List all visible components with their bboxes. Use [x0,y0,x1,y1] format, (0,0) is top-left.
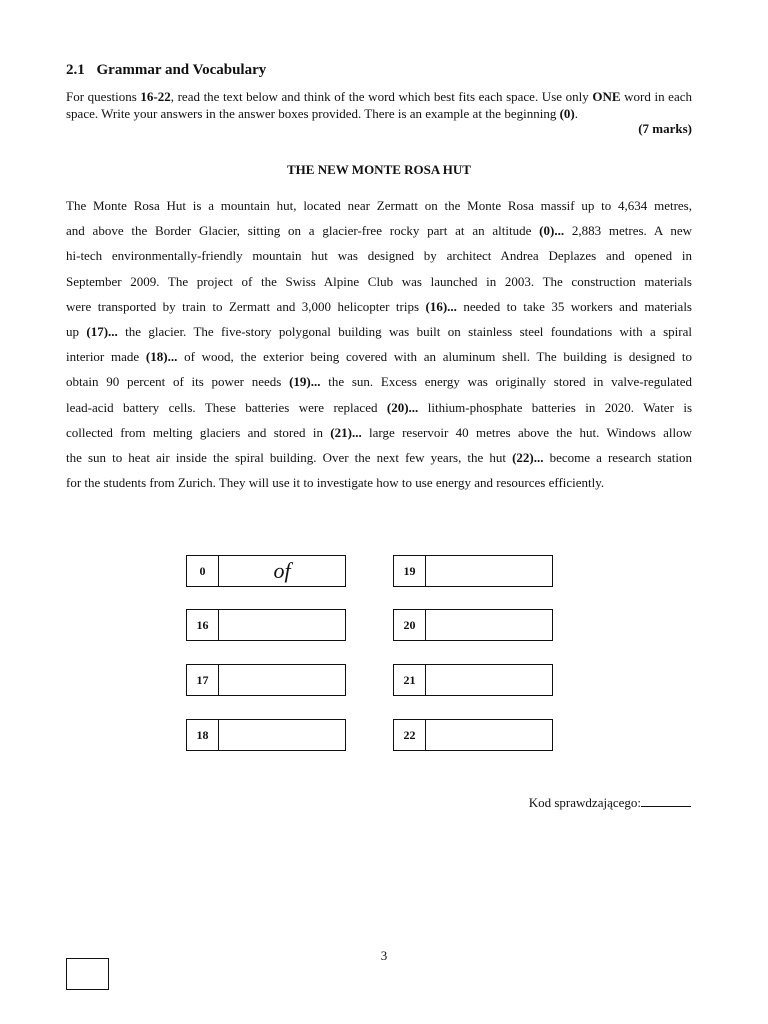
passage-line [66,196,692,221]
page-number: 3 [380,948,388,963]
passage-text: 2,883 metres. A new [564,223,692,239]
passage-line [66,473,692,498]
passage-text: collected from melting glaciers and stored in [66,424,331,440]
marks-label: (7 marks) [638,121,692,136]
passage-text: were transported by train to Zermatt and 3,000 helicopter trips [66,298,426,314]
score-box[interactable] [66,958,109,990]
passage-line [66,347,692,372]
example-reference: (0) [559,106,575,121]
passage-text: the sun to heat air inside the spiral building. Over the next few years, the hut [66,449,513,465]
passage-text: lithium-phosphate batteries in 2020. Water is [418,399,692,415]
question-number: 19 [394,556,426,586]
passage-text: and above the Border Glacier, sitting on a glacier-free rocky part at an altitude [66,223,540,239]
answer-box-18[interactable] [186,719,346,751]
answer-box-16[interactable] [186,609,346,641]
question-number: 18 [187,720,219,750]
instructions-emphasis: ONE [592,89,621,104]
passage-text: interior made [66,349,146,365]
answer-field[interactable] [426,556,552,586]
instructions-text: , read the text below and think of the word which best fits each space. Use only [170,89,593,104]
gap-21: (21)... [330,424,362,440]
passage-line [66,423,692,448]
answer-box-20[interactable] [393,609,553,641]
checker-code-blank[interactable] [641,794,691,807]
answer-box-19[interactable] [393,555,553,587]
answer-box-0 [186,555,346,587]
instructions-text: word in each space. Write your answers in the answer boxes provided. There is an example at the beginning [66,89,692,121]
gap-18: (18)... [145,349,178,365]
gap-19: (19)... [289,374,321,390]
passage-text: The Monte Rosa Hut is a mountain hut, located near Zermatt on the Monte Rosa massif up to 4,634 metres, [66,198,692,213]
gap-16: (16)... [425,298,457,314]
section-title: Grammar and Vocabulary [96,62,267,78]
checker-code-label: Kod sprawdzającego: [528,795,641,810]
passage-text: large reservoir 40 metres above the hut. Windows allow [361,424,692,440]
answer-field[interactable] [426,720,552,750]
question-number: 0 [187,556,219,586]
passage-line [66,246,692,271]
passage-line [66,272,692,297]
question-number: 21 [394,665,426,695]
question-number: 20 [394,610,426,640]
passage-line [66,448,692,473]
passage-text: become a research station [543,449,692,465]
passage-text: hi-tech environmentally-friendly mountain hut was designed by architect Andrea Deplazes and opened in [66,248,692,264]
answer-box-17[interactable] [186,664,346,696]
section-heading [66,62,266,79]
question-number: 16 [187,610,219,640]
passage-text: obtain 90 percent of its power needs [66,374,290,390]
passage-text: the glacier. The five-story polygonal building was built on stainless steel foundations with a spiral [117,323,693,339]
instructions-text: For questions [66,89,141,104]
answer-field[interactable] [426,665,552,695]
question-number: 22 [394,720,426,750]
passage-line [66,297,692,322]
passage-text: September 2009. The project of the Swiss Alpine Club was launched in 2003. The construction materials [66,273,692,289]
passage-text: up [66,323,87,339]
checker-code [529,794,691,811]
answer-box-22[interactable] [393,719,553,751]
gap-20: (20)... [386,399,419,415]
task-instructions [66,88,692,122]
passage-text: the sun. Excess energy was originally stored in valve-regulated [320,374,692,390]
section-number: 2.1 [66,62,85,78]
question-number: 17 [187,665,219,695]
gap-17: (17)... [86,323,118,339]
passage-text: needed to take 35 workers and materials [456,298,692,314]
gap-22: (22)... [512,449,544,465]
answer-field[interactable] [219,665,345,695]
passage-text: of wood, the exterior being covered with an aluminum shell. The building is designed to [177,349,692,365]
passage [66,196,692,498]
question-range: 16-22 [140,89,171,104]
passage-line [66,322,692,347]
answer-field[interactable] [219,610,345,640]
answer-box-21[interactable] [393,664,553,696]
instructions-text: . [574,106,578,121]
text-title: THE NEW MONTE ROSA HUT [287,162,471,177]
passage-line [66,398,692,423]
answer-field[interactable] [426,610,552,640]
answer-field[interactable] [219,720,345,750]
gap-0: (0)... [539,223,565,239]
passage-line [66,221,692,246]
passage-line [66,372,692,397]
answer-field: of [273,558,291,583]
passage-text: lead-acid battery cells. These batteries were replaced [66,399,387,415]
passage-text: for the students from Zurich. They will use it to investigate how to use energy and resources efficiently. [66,475,605,491]
